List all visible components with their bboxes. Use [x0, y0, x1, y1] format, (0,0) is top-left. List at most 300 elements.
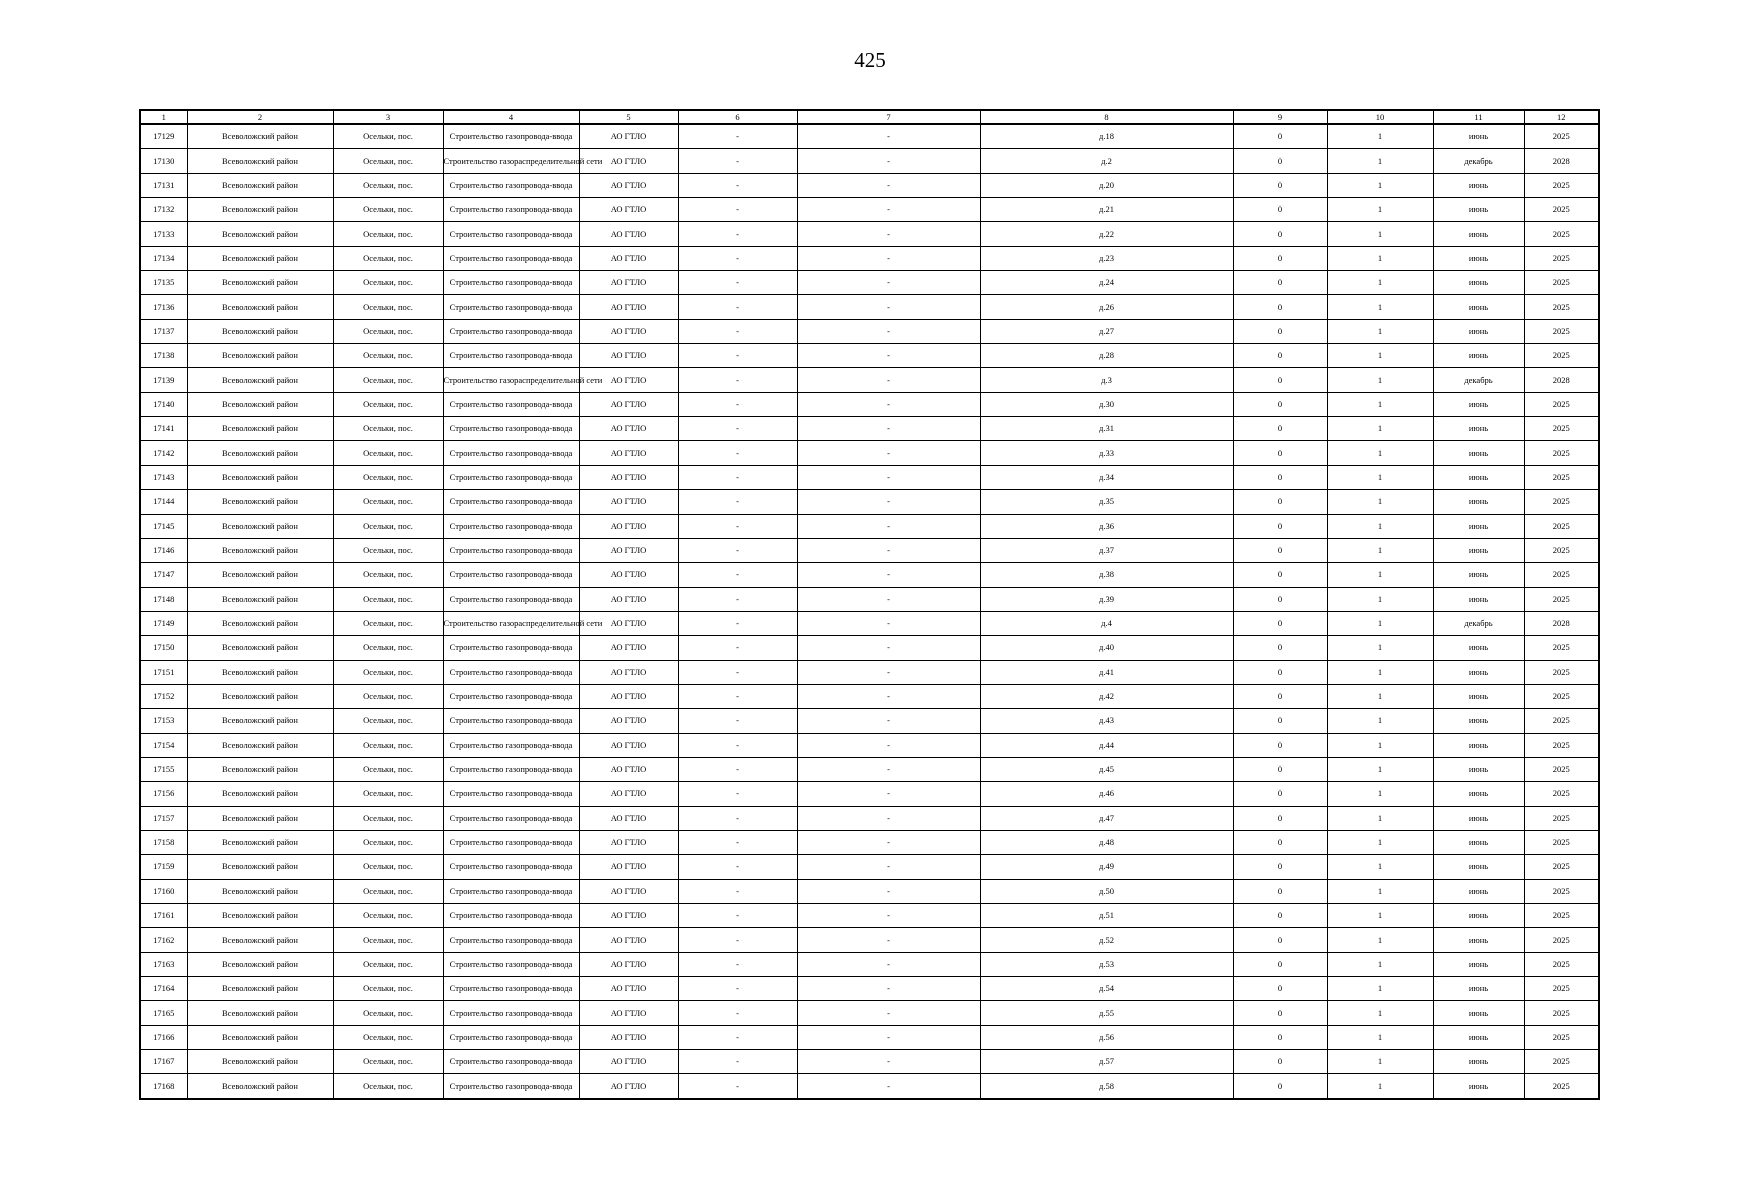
organization-cell: АО ГТЛО: [579, 124, 678, 149]
table-row: [140, 1025, 1599, 1049]
column-6-cell: -: [678, 295, 797, 319]
address-cell: д.49: [980, 855, 1233, 879]
row-number-cell: 17145: [140, 514, 187, 538]
district-cell: Всеволожский район: [187, 124, 333, 149]
address-cell: д.30: [980, 392, 1233, 416]
column-6-cell: -: [678, 636, 797, 660]
month-cell: июнь: [1433, 806, 1524, 830]
month-cell: июнь: [1433, 514, 1524, 538]
table-row: [140, 684, 1599, 708]
column-10-cell: 1: [1327, 830, 1433, 854]
column-10-cell: 1: [1327, 879, 1433, 903]
row-number-cell: 17133: [140, 222, 187, 246]
column-9-cell: 0: [1233, 1074, 1327, 1099]
column-10-cell: 1: [1327, 757, 1433, 781]
district-cell: Всеволожский район: [187, 879, 333, 903]
organization-cell: АО ГТЛО: [579, 928, 678, 952]
district-cell: Всеволожский район: [187, 733, 333, 757]
month-cell: июнь: [1433, 733, 1524, 757]
settlement-cell: Осельки, пос.: [333, 611, 443, 635]
column-number-header: 11: [1433, 110, 1524, 124]
settlement-cell: Осельки, пос.: [333, 514, 443, 538]
district-cell: Всеволожский район: [187, 757, 333, 781]
month-cell: июнь: [1433, 319, 1524, 343]
row-number-cell: 17165: [140, 1001, 187, 1025]
column-number-header: 1: [140, 110, 187, 124]
work-type-cell: Строительство газопровода-ввода: [443, 684, 579, 708]
column-7-cell: -: [797, 830, 980, 854]
row-number-cell: 17159: [140, 855, 187, 879]
row-number-cell: 17163: [140, 952, 187, 976]
organization-cell: АО ГТЛО: [579, 904, 678, 928]
column-9-cell: 0: [1233, 782, 1327, 806]
column-10-cell: 1: [1327, 368, 1433, 392]
district-cell: Всеволожский район: [187, 587, 333, 611]
year-cell: 2025: [1524, 684, 1599, 708]
district-cell: Всеволожский район: [187, 855, 333, 879]
address-cell: д.38: [980, 563, 1233, 587]
organization-cell: АО ГТЛО: [579, 709, 678, 733]
district-cell: Всеволожский район: [187, 198, 333, 222]
column-6-cell: -: [678, 246, 797, 270]
month-cell: июнь: [1433, 830, 1524, 854]
month-cell: июнь: [1433, 1074, 1524, 1099]
column-9-cell: 0: [1233, 392, 1327, 416]
month-cell: июнь: [1433, 1001, 1524, 1025]
work-type-cell: Строительство газопровода-ввода: [443, 222, 579, 246]
work-type-cell: Строительство газопровода-ввода: [443, 757, 579, 781]
column-7-cell: -: [797, 636, 980, 660]
column-6-cell: -: [678, 660, 797, 684]
column-9-cell: 0: [1233, 806, 1327, 830]
district-cell: Всеволожский район: [187, 538, 333, 562]
organization-cell: АО ГТЛО: [579, 198, 678, 222]
work-type-cell: Строительство газопровода-ввода: [443, 1050, 579, 1074]
row-number-cell: 17135: [140, 271, 187, 295]
settlement-cell: Осельки, пос.: [333, 1074, 443, 1099]
row-number-cell: 17167: [140, 1050, 187, 1074]
column-9-cell: 0: [1233, 514, 1327, 538]
column-7-cell: -: [797, 855, 980, 879]
column-6-cell: -: [678, 392, 797, 416]
data-table: [139, 109, 1600, 1100]
column-10-cell: 1: [1327, 319, 1433, 343]
column-10-cell: 1: [1327, 222, 1433, 246]
column-10-cell: 1: [1327, 563, 1433, 587]
address-cell: д.47: [980, 806, 1233, 830]
work-type-cell: Строительство газопровода-ввода: [443, 830, 579, 854]
address-cell: д.3: [980, 368, 1233, 392]
column-6-cell: -: [678, 879, 797, 903]
settlement-cell: Осельки, пос.: [333, 1025, 443, 1049]
column-6-cell: -: [678, 904, 797, 928]
settlement-cell: Осельки, пос.: [333, 684, 443, 708]
table-row: [140, 246, 1599, 270]
address-cell: д.55: [980, 1001, 1233, 1025]
address-cell: д.51: [980, 904, 1233, 928]
column-9-cell: 0: [1233, 465, 1327, 489]
row-number-cell: 17141: [140, 417, 187, 441]
column-9-cell: 0: [1233, 222, 1327, 246]
address-cell: д.2: [980, 149, 1233, 173]
year-cell: 2025: [1524, 271, 1599, 295]
organization-cell: АО ГТЛО: [579, 636, 678, 660]
column-7-cell: -: [797, 222, 980, 246]
column-6-cell: -: [678, 198, 797, 222]
table-row: [140, 538, 1599, 562]
address-cell: д.24: [980, 271, 1233, 295]
column-7-cell: -: [797, 757, 980, 781]
district-cell: Всеволожский район: [187, 952, 333, 976]
settlement-cell: Осельки, пос.: [333, 392, 443, 416]
address-cell: д.31: [980, 417, 1233, 441]
column-9-cell: 0: [1233, 1001, 1327, 1025]
address-cell: д.34: [980, 465, 1233, 489]
settlement-cell: Осельки, пос.: [333, 952, 443, 976]
column-7-cell: -: [797, 246, 980, 270]
district-cell: Всеволожский район: [187, 368, 333, 392]
address-cell: д.20: [980, 173, 1233, 197]
district-cell: Всеволожский район: [187, 636, 333, 660]
column-6-cell: -: [678, 149, 797, 173]
work-type-cell: Строительство газопровода-ввода: [443, 490, 579, 514]
column-number-header: 9: [1233, 110, 1327, 124]
column-7-cell: -: [797, 441, 980, 465]
district-cell: Всеволожский район: [187, 660, 333, 684]
table-row: [140, 1001, 1599, 1025]
column-6-cell: -: [678, 733, 797, 757]
column-number-header: 8: [980, 110, 1233, 124]
month-cell: июнь: [1433, 246, 1524, 270]
column-number-header: 2: [187, 110, 333, 124]
column-number-header: 6: [678, 110, 797, 124]
district-cell: Всеволожский район: [187, 319, 333, 343]
column-7-cell: -: [797, 538, 980, 562]
table-row: [140, 806, 1599, 830]
row-number-cell: 17144: [140, 490, 187, 514]
column-9-cell: 0: [1233, 173, 1327, 197]
district-cell: Всеволожский район: [187, 928, 333, 952]
organization-cell: АО ГТЛО: [579, 344, 678, 368]
address-cell: д.43: [980, 709, 1233, 733]
year-cell: 2025: [1524, 1025, 1599, 1049]
organization-cell: АО ГТЛО: [579, 977, 678, 1001]
column-10-cell: 1: [1327, 904, 1433, 928]
settlement-cell: Осельки, пос.: [333, 246, 443, 270]
table-row: [140, 490, 1599, 514]
column-9-cell: 0: [1233, 149, 1327, 173]
column-number-header: 12: [1524, 110, 1599, 124]
month-cell: июнь: [1433, 490, 1524, 514]
district-cell: Всеволожский район: [187, 392, 333, 416]
column-7-cell: -: [797, 465, 980, 489]
row-number-cell: 17152: [140, 684, 187, 708]
column-10-cell: 1: [1327, 246, 1433, 270]
district-cell: Всеволожский район: [187, 295, 333, 319]
column-10-cell: 1: [1327, 538, 1433, 562]
column-9-cell: 0: [1233, 368, 1327, 392]
organization-cell: АО ГТЛО: [579, 246, 678, 270]
organization-cell: АО ГТЛО: [579, 611, 678, 635]
row-number-cell: 17146: [140, 538, 187, 562]
row-number-cell: 17148: [140, 587, 187, 611]
column-7-cell: -: [797, 1050, 980, 1074]
table-row: [140, 879, 1599, 903]
row-number-cell: 17147: [140, 563, 187, 587]
column-10-cell: 1: [1327, 1050, 1433, 1074]
district-cell: Всеволожский район: [187, 465, 333, 489]
column-7-cell: -: [797, 319, 980, 343]
column-6-cell: -: [678, 1050, 797, 1074]
table-row: [140, 733, 1599, 757]
work-type-cell: Строительство газопровода-ввода: [443, 952, 579, 976]
address-cell: д.21: [980, 198, 1233, 222]
row-number-cell: 17138: [140, 344, 187, 368]
column-number-header: 3: [333, 110, 443, 124]
row-number-cell: 17140: [140, 392, 187, 416]
column-6-cell: -: [678, 222, 797, 246]
column-10-cell: 1: [1327, 490, 1433, 514]
column-10-cell: 1: [1327, 124, 1433, 149]
work-type-cell: Строительство газопровода-ввода: [443, 465, 579, 489]
table-row: [140, 660, 1599, 684]
column-9-cell: 0: [1233, 295, 1327, 319]
table-row: [140, 928, 1599, 952]
year-cell: 2025: [1524, 319, 1599, 343]
column-6-cell: -: [678, 173, 797, 197]
column-7-cell: -: [797, 295, 980, 319]
year-cell: 2028: [1524, 149, 1599, 173]
column-10-cell: 1: [1327, 782, 1433, 806]
table-row: [140, 636, 1599, 660]
table-row: [140, 611, 1599, 635]
column-10-cell: 1: [1327, 441, 1433, 465]
address-cell: д.40: [980, 636, 1233, 660]
work-type-cell: Строительство газопровода-ввода: [443, 246, 579, 270]
organization-cell: АО ГТЛО: [579, 1001, 678, 1025]
table-row: [140, 149, 1599, 173]
organization-cell: АО ГТЛО: [579, 222, 678, 246]
column-9-cell: 0: [1233, 587, 1327, 611]
row-number-cell: 17157: [140, 806, 187, 830]
address-cell: д.48: [980, 830, 1233, 854]
table-row: [140, 392, 1599, 416]
organization-cell: АО ГТЛО: [579, 660, 678, 684]
organization-cell: АО ГТЛО: [579, 368, 678, 392]
settlement-cell: Осельки, пос.: [333, 904, 443, 928]
district-cell: Всеволожский район: [187, 830, 333, 854]
organization-cell: АО ГТЛО: [579, 733, 678, 757]
table-row: [140, 1074, 1599, 1099]
district-cell: Всеволожский район: [187, 1001, 333, 1025]
settlement-cell: Осельки, пос.: [333, 344, 443, 368]
district-cell: Всеволожский район: [187, 782, 333, 806]
column-9-cell: 0: [1233, 490, 1327, 514]
column-7-cell: -: [797, 879, 980, 903]
column-6-cell: -: [678, 684, 797, 708]
work-type-cell: Строительство газопровода-ввода: [443, 928, 579, 952]
month-cell: июнь: [1433, 344, 1524, 368]
column-10-cell: 1: [1327, 271, 1433, 295]
settlement-cell: Осельки, пос.: [333, 757, 443, 781]
year-cell: 2025: [1524, 855, 1599, 879]
column-6-cell: -: [678, 124, 797, 149]
organization-cell: АО ГТЛО: [579, 1074, 678, 1099]
settlement-cell: Осельки, пос.: [333, 1050, 443, 1074]
month-cell: июнь: [1433, 782, 1524, 806]
organization-cell: АО ГТЛО: [579, 538, 678, 562]
address-cell: д.52: [980, 928, 1233, 952]
district-cell: Всеволожский район: [187, 441, 333, 465]
table-row: [140, 757, 1599, 781]
column-9-cell: 0: [1233, 417, 1327, 441]
district-cell: Всеволожский район: [187, 222, 333, 246]
work-type-cell: Строительство газопровода-ввода: [443, 563, 579, 587]
table-row: [140, 587, 1599, 611]
month-cell: июнь: [1433, 271, 1524, 295]
row-number-cell: 17136: [140, 295, 187, 319]
address-cell: д.42: [980, 684, 1233, 708]
year-cell: 2025: [1524, 660, 1599, 684]
table-row: [140, 855, 1599, 879]
column-7-cell: -: [797, 904, 980, 928]
column-6-cell: -: [678, 441, 797, 465]
column-7-cell: -: [797, 563, 980, 587]
year-cell: 2025: [1524, 806, 1599, 830]
column-6-cell: -: [678, 563, 797, 587]
district-cell: Всеволожский район: [187, 611, 333, 635]
district-cell: Всеволожский район: [187, 709, 333, 733]
organization-cell: АО ГТЛО: [579, 514, 678, 538]
month-cell: июнь: [1433, 636, 1524, 660]
settlement-cell: Осельки, пос.: [333, 733, 443, 757]
settlement-cell: Осельки, пос.: [333, 173, 443, 197]
address-cell: д.57: [980, 1050, 1233, 1074]
month-cell: июнь: [1433, 587, 1524, 611]
column-7-cell: -: [797, 490, 980, 514]
month-cell: июнь: [1433, 295, 1524, 319]
row-number-cell: 17154: [140, 733, 187, 757]
year-cell: 2025: [1524, 587, 1599, 611]
address-cell: д.53: [980, 952, 1233, 976]
year-cell: 2025: [1524, 952, 1599, 976]
year-cell: 2025: [1524, 392, 1599, 416]
month-cell: июнь: [1433, 928, 1524, 952]
column-7-cell: -: [797, 928, 980, 952]
month-cell: июнь: [1433, 757, 1524, 781]
column-7-cell: -: [797, 344, 980, 368]
work-type-cell: Строительство газораспределительной сети: [443, 149, 579, 173]
column-9-cell: 0: [1233, 538, 1327, 562]
month-cell: июнь: [1433, 904, 1524, 928]
column-7-cell: -: [797, 392, 980, 416]
settlement-cell: Осельки, пос.: [333, 830, 443, 854]
column-10-cell: 1: [1327, 977, 1433, 1001]
row-number-cell: 17131: [140, 173, 187, 197]
month-cell: июнь: [1433, 660, 1524, 684]
column-6-cell: -: [678, 368, 797, 392]
column-10-cell: 1: [1327, 295, 1433, 319]
work-type-cell: Строительство газопровода-ввода: [443, 904, 579, 928]
column-10-cell: 1: [1327, 1025, 1433, 1049]
organization-cell: АО ГТЛО: [579, 830, 678, 854]
settlement-cell: Осельки, пос.: [333, 441, 443, 465]
column-10-cell: 1: [1327, 514, 1433, 538]
column-6-cell: -: [678, 514, 797, 538]
column-9-cell: 0: [1233, 904, 1327, 928]
work-type-cell: Строительство газопровода-ввода: [443, 782, 579, 806]
column-number-header: 5: [579, 110, 678, 124]
address-cell: д.54: [980, 977, 1233, 1001]
column-6-cell: -: [678, 1025, 797, 1049]
row-number-cell: 17130: [140, 149, 187, 173]
organization-cell: АО ГТЛО: [579, 149, 678, 173]
month-cell: июнь: [1433, 952, 1524, 976]
column-9-cell: 0: [1233, 684, 1327, 708]
column-10-cell: 1: [1327, 855, 1433, 879]
district-cell: Всеволожский район: [187, 977, 333, 1001]
row-number-cell: 17164: [140, 977, 187, 1001]
row-number-cell: 17158: [140, 830, 187, 854]
address-cell: д.22: [980, 222, 1233, 246]
column-10-cell: 1: [1327, 733, 1433, 757]
address-cell: д.23: [980, 246, 1233, 270]
work-type-cell: Строительство газопровода-ввода: [443, 636, 579, 660]
column-9-cell: 0: [1233, 928, 1327, 952]
column-6-cell: -: [678, 344, 797, 368]
table-row: [140, 124, 1599, 149]
address-cell: д.35: [980, 490, 1233, 514]
settlement-cell: Осельки, пос.: [333, 295, 443, 319]
column-10-cell: 1: [1327, 1074, 1433, 1099]
column-7-cell: -: [797, 952, 980, 976]
work-type-cell: Строительство газопровода-ввода: [443, 392, 579, 416]
organization-cell: АО ГТЛО: [579, 782, 678, 806]
work-type-cell: Строительство газопровода-ввода: [443, 977, 579, 1001]
month-cell: июнь: [1433, 441, 1524, 465]
column-10-cell: 1: [1327, 684, 1433, 708]
year-cell: 2025: [1524, 904, 1599, 928]
settlement-cell: Осельки, пос.: [333, 198, 443, 222]
column-9-cell: 0: [1233, 879, 1327, 903]
year-cell: 2025: [1524, 173, 1599, 197]
settlement-cell: Осельки, пос.: [333, 709, 443, 733]
table-row: [140, 830, 1599, 854]
work-type-cell: Строительство газопровода-ввода: [443, 198, 579, 222]
organization-cell: АО ГТЛО: [579, 1025, 678, 1049]
column-6-cell: -: [678, 782, 797, 806]
column-9-cell: 0: [1233, 198, 1327, 222]
address-cell: д.45: [980, 757, 1233, 781]
organization-cell: АО ГТЛО: [579, 952, 678, 976]
column-7-cell: -: [797, 782, 980, 806]
row-number-cell: 17150: [140, 636, 187, 660]
month-cell: июнь: [1433, 1050, 1524, 1074]
column-number-row: [140, 110, 1599, 124]
month-cell: июнь: [1433, 538, 1524, 562]
column-9-cell: 0: [1233, 830, 1327, 854]
settlement-cell: Осельки, пос.: [333, 928, 443, 952]
district-cell: Всеволожский район: [187, 684, 333, 708]
work-type-cell: Строительство газопровода-ввода: [443, 709, 579, 733]
column-6-cell: -: [678, 319, 797, 343]
column-9-cell: 0: [1233, 1025, 1327, 1049]
column-9-cell: 0: [1233, 733, 1327, 757]
column-7-cell: -: [797, 173, 980, 197]
year-cell: 2025: [1524, 124, 1599, 149]
column-9-cell: 0: [1233, 1050, 1327, 1074]
settlement-cell: Осельки, пос.: [333, 879, 443, 903]
